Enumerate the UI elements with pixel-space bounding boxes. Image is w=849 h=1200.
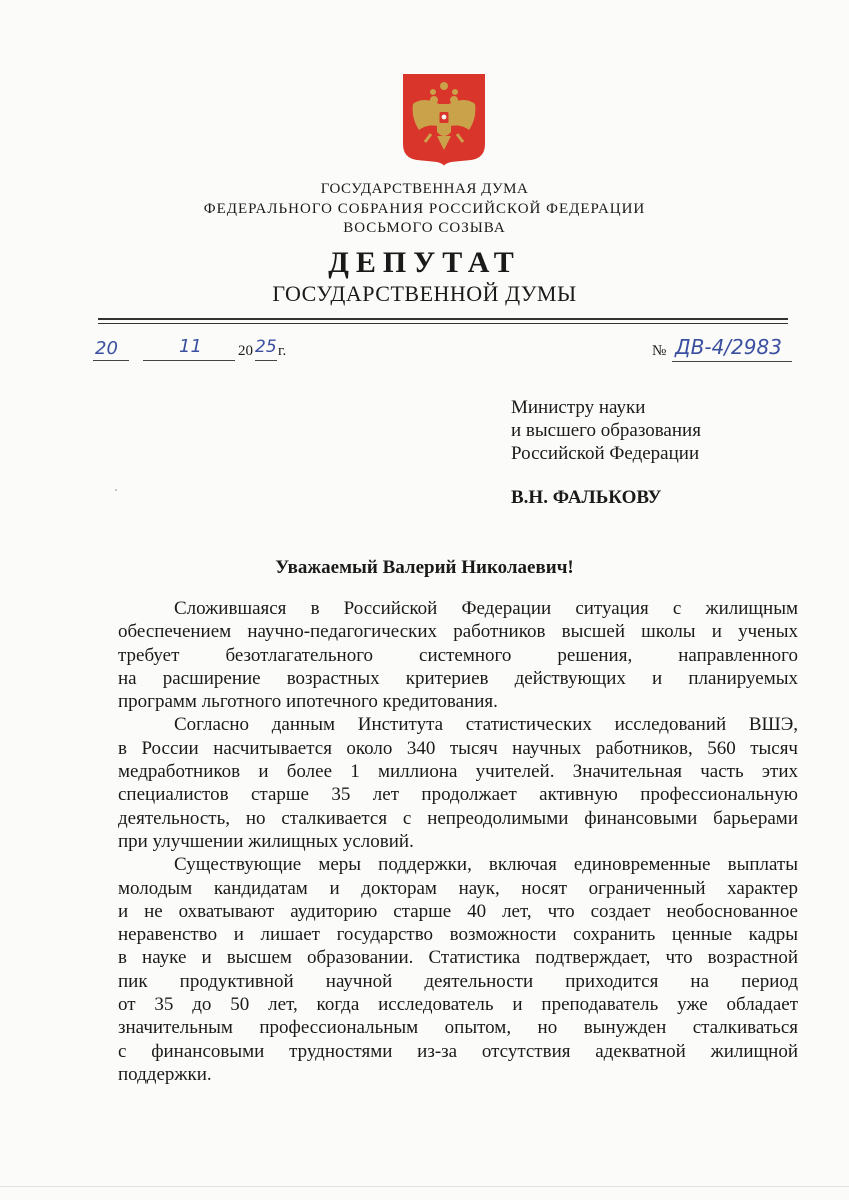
scan-edge (0, 1186, 849, 1187)
date-line (93, 336, 313, 364)
date-day-underline (93, 360, 129, 361)
date-month-underline (143, 360, 235, 361)
body-line: и не охватывают аудиторию старше 40 лет, что создает необоснованное (118, 900, 798, 922)
date-year-underline (255, 360, 277, 361)
body-line: Согласно данным Института статистических исследований ВШЭ, (174, 714, 798, 736)
body-line: при улучшении жилищных условий. (118, 830, 414, 852)
body-line: пик продуктивной научной деятельности приходится на период (118, 970, 798, 992)
date-month: 11 (179, 336, 202, 357)
date-year-prefix: 20 (238, 343, 253, 359)
date-day: 20 (95, 338, 118, 359)
body-line: программ льготного ипотечного кредитования. (118, 691, 498, 713)
header-line-2: ФЕДЕРАЛЬНОГО СОБРАНИЯ РОССИЙСКОЙ ФЕДЕРАЦИИ (203, 201, 646, 217)
recipient-line: Российской Федерации (511, 443, 700, 464)
letterhead-subtitle: ГОСУДАРСТВЕННОЙ ДУМЫ (272, 281, 577, 306)
body-line: значительным профессиональным опытом, но вынужден сталкиваться (118, 1017, 798, 1039)
letterhead-title: ДЕПУТАТ (328, 246, 521, 279)
body-line: в науке и высшем образовании. Статистика подтверждает, что возрастной (118, 947, 798, 969)
date-year-suffix: 25 (255, 337, 277, 357)
header-line-1: ГОСУДАРСТВЕННАЯ ДУМА (320, 181, 529, 197)
body-line: Сложившаяся в Российской Федерации ситуация с жилищным (174, 598, 798, 619)
recipient-block (511, 396, 701, 465)
body-line: деятельность, но сталкивается с непреодолимыми финансовыми барьерами (118, 807, 798, 829)
number-underline (672, 361, 792, 362)
letterhead-rule-thick (98, 318, 788, 320)
salutation: Уважаемый Валерий Николаевич! (275, 557, 574, 578)
body-line: от 35 до 50 лет, когда исследователь и преподаватель уже обладает (118, 994, 798, 1016)
date-year-marker: г. (278, 343, 287, 359)
recipient-name: В.Н. ФАЛЬКОВУ (511, 487, 662, 508)
letter-body (118, 597, 798, 1086)
body-line: в России насчитывается около 340 тысяч научных работников, 560 тысяч (118, 737, 798, 759)
body-line: поддержки. (118, 1063, 212, 1085)
body-line: специалистов старше 35 лет продолжает активную профессиональную (118, 784, 798, 806)
russian-coat-of-arms-icon (403, 74, 485, 166)
body-line: обеспечением научно-педагогических работников высшей школы и ученых (118, 621, 798, 643)
letterhead-rule-thin (98, 323, 788, 324)
number-sign: № (652, 343, 667, 359)
header-line-3: ВОСЬМОГО СОЗЫВА (343, 220, 506, 236)
body-line: неравенство и лишает государство возможности сохранить ценные кадры (118, 924, 798, 946)
scan-speck (115, 489, 117, 491)
body-line: требует безотлагательного системного решения, направленного (118, 644, 798, 666)
recipient-line: и высшего образования (511, 420, 701, 441)
body-line: на расширение возрастных критериев действующих и планируемых (118, 667, 798, 689)
recipient-line: Министру науки (511, 397, 646, 418)
body-line: молодым кандидатам и докторам наук, носят ограниченный характер (118, 877, 798, 899)
body-line: Существующие меры поддержки, включая единовременные выплаты (174, 854, 798, 876)
number-value: ДВ-4/2983 (675, 335, 782, 359)
body-line: медработников и более 1 миллиона учителей. Значительная часть этих (118, 761, 798, 783)
body-line: с финансовыми трудностями из-за отсутствия адекватной жилищной (118, 1040, 798, 1062)
